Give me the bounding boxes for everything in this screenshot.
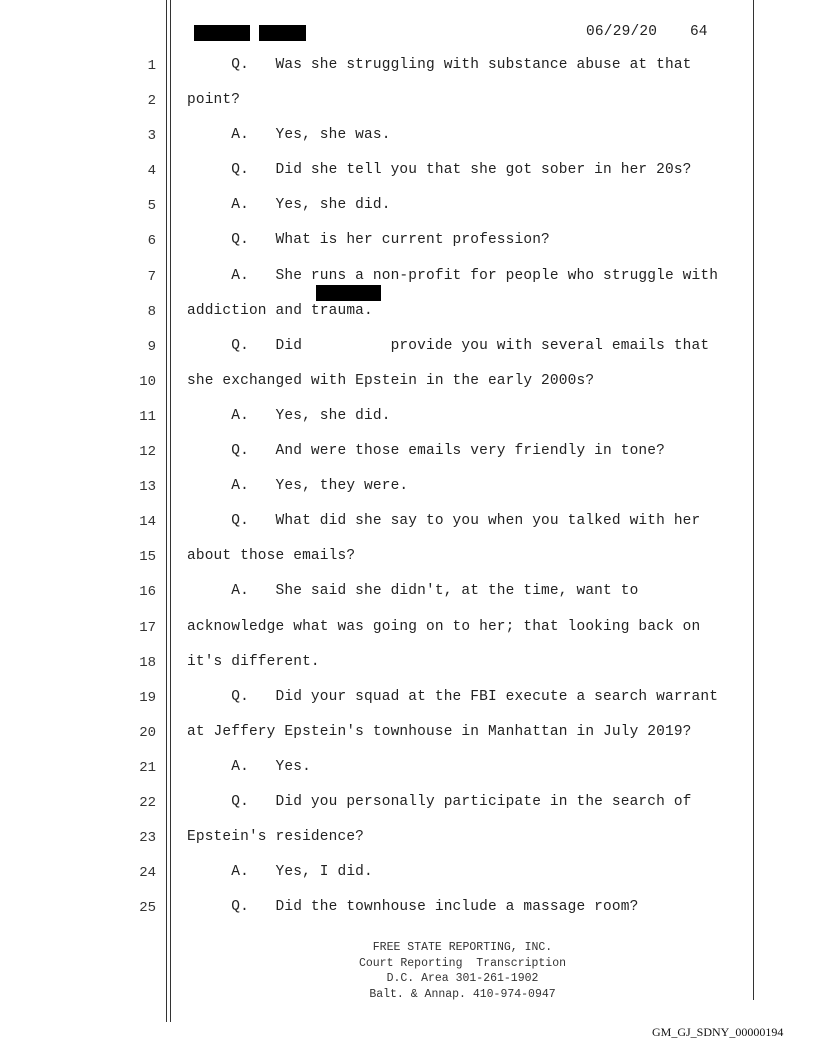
- line-number: 11: [139, 408, 156, 425]
- header-page-number: 64: [690, 24, 708, 40]
- transcript-line: [0, 862, 816, 897]
- reporter-footer: [300, 940, 625, 1002]
- line-text: A. Yes, she did.: [187, 197, 391, 214]
- transcript-line: [0, 617, 816, 652]
- line-number: 14: [139, 514, 156, 531]
- line-text: about those emails?: [187, 548, 356, 565]
- line-text: A. Yes.: [187, 758, 311, 775]
- line-text: A. She said she didn't, at the time, want to: [187, 583, 639, 600]
- line-text: A. Yes, she was.: [187, 127, 391, 144]
- line-text: at Jeffery Epstein's townhouse in Manhattan in July 2019?: [187, 723, 692, 740]
- transcript-line: [0, 195, 816, 230]
- footer-company: FREE STATE REPORTING, INC.: [372, 941, 553, 954]
- line-number: 2: [147, 93, 156, 110]
- name-redaction: [316, 285, 381, 301]
- line-number: 17: [139, 619, 156, 636]
- transcript-line: [0, 652, 816, 687]
- transcript-line: [0, 897, 816, 932]
- line-text: Q. And were those emails very friendly in tone?: [187, 443, 665, 460]
- line-text: A. Yes, they were.: [187, 478, 409, 495]
- transcript-line: [0, 301, 816, 336]
- footer-services: Court Reporting Transcription: [358, 956, 567, 970]
- footer-phone-balt: Balt. & Annap. 410-974-0947: [369, 987, 556, 1001]
- transcript-line: [0, 336, 816, 371]
- line-text: it's different.: [187, 653, 320, 670]
- transcript-line: [0, 581, 816, 616]
- transcript-body: [0, 55, 816, 932]
- line-number: 19: [139, 689, 156, 706]
- line-number: 22: [139, 794, 156, 811]
- line-number: 3: [147, 128, 156, 145]
- transcript-line: [0, 476, 816, 511]
- line-text: Q. Was she struggling with substance abuse at that: [187, 57, 692, 73]
- line-text: Q. Did the townhouse include a massage room?: [187, 899, 639, 916]
- line-text: Epstein's residence?: [187, 829, 365, 846]
- transcript-line: [0, 160, 816, 195]
- transcript-line: [0, 90, 816, 125]
- transcript-line: [0, 55, 816, 90]
- line-number: 23: [139, 830, 156, 847]
- line-text: acknowledge what was going on to her; that looking back on: [187, 618, 701, 635]
- line-number: 16: [139, 584, 156, 601]
- line-text: A. Yes, I did.: [187, 864, 373, 881]
- line-number: 24: [139, 865, 156, 882]
- line-number: 13: [139, 479, 156, 496]
- transcript-line: [0, 757, 816, 792]
- line-text: A. Yes, she did.: [187, 407, 391, 424]
- footer-phone-dc: D.C. Area 301-261-1902: [386, 972, 539, 986]
- transcript-line: [0, 230, 816, 265]
- line-text: Q. Did you personally participate in the search of: [187, 793, 692, 810]
- transcript-line: [0, 722, 816, 757]
- transcript-line: [0, 546, 816, 581]
- transcript-line: [0, 792, 816, 827]
- line-text: Q. What did she say to you when you talked with her: [187, 513, 701, 530]
- line-text: Q. What is her current profession?: [187, 232, 550, 249]
- line-number: 7: [147, 268, 156, 285]
- line-text: Q. Did provide you with several emails that: [187, 337, 710, 354]
- line-number: 6: [147, 233, 156, 250]
- line-number: 15: [139, 549, 156, 566]
- line-number: 9: [147, 338, 156, 355]
- line-number: 25: [139, 900, 156, 917]
- header-redaction-2: [259, 25, 306, 41]
- transcript-line: [0, 687, 816, 722]
- transcript-line: [0, 371, 816, 406]
- line-number: 20: [139, 724, 156, 741]
- line-number: 21: [139, 759, 156, 776]
- line-text: Q. Did she tell you that she got sober in her 20s?: [187, 162, 692, 179]
- transcript-line: [0, 441, 816, 476]
- header-redaction-1: [194, 25, 250, 41]
- line-number: 10: [139, 373, 156, 390]
- transcript-line: [0, 125, 816, 160]
- line-text: addiction and trauma.: [187, 302, 373, 319]
- line-text: she exchanged with Epstein in the early 2000s?: [187, 372, 595, 389]
- line-text: point?: [187, 92, 241, 109]
- transcript-line: [0, 406, 816, 441]
- line-number: 8: [147, 303, 156, 320]
- line-number: 18: [139, 654, 156, 671]
- line-number: 5: [147, 198, 156, 215]
- line-text: A. She runs a non-profit for people who struggle with: [187, 267, 719, 284]
- transcript-line: [0, 511, 816, 546]
- line-number: 12: [139, 444, 156, 461]
- line-number: 1: [147, 58, 156, 74]
- line-number: 4: [147, 163, 156, 180]
- header-date: 06/29/20: [586, 24, 658, 40]
- line-text: Q. Did your squad at the FBI execute a search warrant: [187, 688, 719, 705]
- transcript-line: [0, 827, 816, 862]
- bates-number: GM_GJ_SDNY_00000194: [652, 1025, 784, 1039]
- transcript-line: [0, 266, 816, 301]
